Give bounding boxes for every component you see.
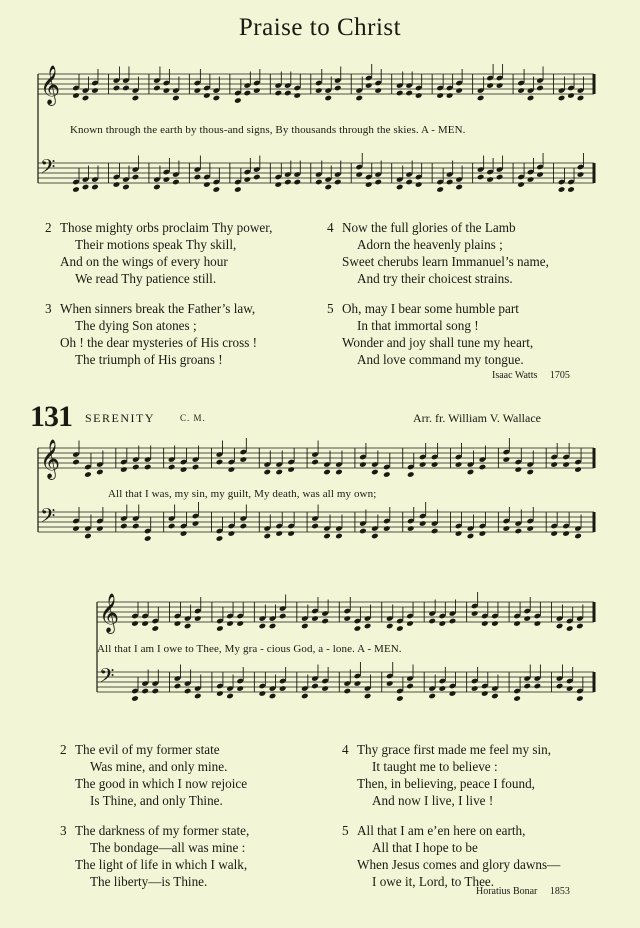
verse-number: 3 xyxy=(60,823,67,838)
verse-line: And love command my tongue. xyxy=(357,352,524,367)
note-head xyxy=(194,693,202,700)
note-head xyxy=(513,695,521,702)
verse-line: In that immortal song ! xyxy=(357,318,479,333)
verse-line: Their motions speak Thy skill, xyxy=(75,237,237,252)
verse-131-2 xyxy=(60,741,247,809)
note-head xyxy=(439,685,447,692)
tune-name: SERENITY xyxy=(85,411,155,425)
note-head xyxy=(566,625,574,632)
note-head xyxy=(556,683,564,690)
verse-line: The bondage—all was mine : xyxy=(90,840,246,855)
note-head xyxy=(301,693,309,700)
note-head xyxy=(184,623,192,630)
note-head xyxy=(471,685,479,692)
verse-line: Wonder and joy shall tune my heart, xyxy=(342,335,534,350)
note-head xyxy=(428,618,436,625)
verse-line: Thy grace first made me feel my sin, xyxy=(357,742,552,757)
note-head xyxy=(259,623,267,630)
note-head xyxy=(343,615,351,622)
bass-clef-icon: 𝄢 xyxy=(99,664,115,692)
note-head xyxy=(354,625,362,632)
verse-line: The good in which I now rejoice xyxy=(75,776,248,791)
treble-clef-icon: 𝄞 xyxy=(40,65,61,105)
page-title: Praise to Christ xyxy=(238,14,402,41)
verse-number: 5 xyxy=(327,301,334,316)
note-head xyxy=(576,695,584,702)
note-head xyxy=(343,688,351,695)
note-head xyxy=(216,625,224,632)
note-head xyxy=(428,693,436,700)
verse-line: Then, in believing, peace I found, xyxy=(357,776,535,791)
bass-clef-icon: 𝄢 xyxy=(40,504,56,532)
note-head xyxy=(386,680,394,687)
note-head xyxy=(396,695,404,702)
note-head xyxy=(131,695,139,702)
note-head xyxy=(279,685,287,692)
note-head xyxy=(364,693,372,700)
note-head xyxy=(131,620,139,627)
verse-number: 4 xyxy=(327,220,334,235)
verse-line: The evil of my former state xyxy=(75,742,220,757)
note-head xyxy=(152,688,160,695)
note-head xyxy=(556,623,564,630)
note-head xyxy=(406,620,414,627)
note-head xyxy=(174,620,182,627)
verse-line: We read Thy patience still. xyxy=(75,271,217,286)
verse-line: All that I hope to be xyxy=(372,840,478,855)
verse-number: 2 xyxy=(45,220,52,235)
note-head xyxy=(226,620,234,627)
verse-line: And on the wings of every hour xyxy=(60,254,228,269)
note-head xyxy=(481,690,489,697)
verse-131-4 xyxy=(342,741,551,809)
note-head xyxy=(406,683,414,690)
author-credit-131 xyxy=(476,886,570,897)
note-head xyxy=(184,688,192,695)
note-head xyxy=(311,615,319,622)
note-head xyxy=(141,688,149,695)
verse-line: It taught me to believe : xyxy=(372,759,498,774)
lyric-line-131-2: All that I am I owe to Thee, My gra - cious God, a - lone. A - MEN. xyxy=(97,643,402,655)
note-head xyxy=(301,623,309,630)
verse-131-3 xyxy=(60,822,249,890)
note-head xyxy=(321,618,329,625)
note-head xyxy=(141,620,149,627)
note-head xyxy=(534,620,542,627)
note-head xyxy=(269,623,277,630)
note-head xyxy=(566,685,574,692)
note-head xyxy=(386,623,394,630)
note-head xyxy=(259,690,267,697)
note-head xyxy=(269,693,277,700)
author-name: Isaac Watts xyxy=(492,370,538,381)
author-year: 1853 xyxy=(549,886,570,897)
verse-number: 3 xyxy=(45,301,52,316)
lyric-line-131-1: All that I was, my sin, my guilt, My death, was all my own; xyxy=(108,488,377,500)
note-head xyxy=(523,615,531,622)
note-head xyxy=(534,683,542,690)
verse-number: 5 xyxy=(342,823,349,838)
note-head xyxy=(491,620,499,627)
note-head xyxy=(226,693,234,700)
note-head xyxy=(152,625,160,632)
note-head xyxy=(174,683,182,690)
note-head xyxy=(279,613,287,620)
treble-clef-icon: 𝄞 xyxy=(99,593,120,633)
verse-line: When Jesus comes and glory dawns— xyxy=(357,857,561,872)
note-head xyxy=(236,620,244,627)
treble-clef-icon: 𝄞 xyxy=(40,439,61,479)
note-head xyxy=(449,690,457,697)
verse-line: The darkness of my former state, xyxy=(75,823,250,838)
verse-line: When sinners break the Father’s law, xyxy=(60,301,256,316)
verse-line: I owe it, Lord, to Thee. xyxy=(372,874,495,889)
verse-number: 2 xyxy=(60,742,67,757)
author-name: Horatius Bonar xyxy=(476,886,538,897)
verse-line: The light of life in which I walk, xyxy=(75,857,248,872)
note-head xyxy=(216,690,224,697)
verse-line: And try their choicest strains. xyxy=(357,271,513,286)
verse-line: Oh, may I bear some humble part xyxy=(342,301,519,316)
note-head xyxy=(194,615,202,622)
verse-line: And now I live, I live ! xyxy=(372,793,494,808)
note-head xyxy=(576,623,584,630)
verse-line: Adorn the heavenly plains ; xyxy=(357,237,503,252)
verse-line: Sweet cherubs learn Immanuel’s name, xyxy=(342,254,549,269)
note-head xyxy=(481,620,489,627)
note-head xyxy=(513,620,521,627)
verse-line: The liberty—is Thine. xyxy=(90,874,208,889)
note-head xyxy=(439,620,447,627)
verse-line: Oh ! the dear mysteries of His cross ! xyxy=(60,335,258,350)
note-head xyxy=(396,625,404,632)
verse-number: 4 xyxy=(342,742,349,757)
verse-line: Was mine, and only mine. xyxy=(90,759,228,774)
verse-line: Is Thine, and only Thine. xyxy=(90,793,223,808)
lyric-line-130: Known through the earth by thous-and signs, By thousands through the skies. A - MEN. xyxy=(70,124,466,136)
verse-line: The dying Son atones ; xyxy=(75,318,197,333)
note-head xyxy=(449,618,457,625)
meter: C. M. xyxy=(180,413,206,423)
verse-line: All that I am e’en here on earth, xyxy=(357,823,526,838)
hymn-number: 131 xyxy=(30,400,72,433)
verse-line: Now the full glories of the Lamb xyxy=(342,220,516,235)
note-head xyxy=(471,610,479,617)
note-head xyxy=(321,685,329,692)
note-head xyxy=(236,685,244,692)
note-head xyxy=(354,680,362,687)
author-year: 1705 xyxy=(549,370,570,381)
note-head xyxy=(364,623,372,630)
bass-clef-icon: 𝄢 xyxy=(40,155,56,183)
note-head xyxy=(523,683,531,690)
note-head xyxy=(491,693,499,700)
arranger-credit: Arr. fr. William V. Wallace xyxy=(413,411,541,425)
verse-131-5 xyxy=(342,822,560,890)
verse-line: The triumph of His groans ! xyxy=(75,352,223,367)
note-head xyxy=(311,683,319,690)
verse-line: Those mighty orbs proclaim Thy power, xyxy=(60,220,273,235)
